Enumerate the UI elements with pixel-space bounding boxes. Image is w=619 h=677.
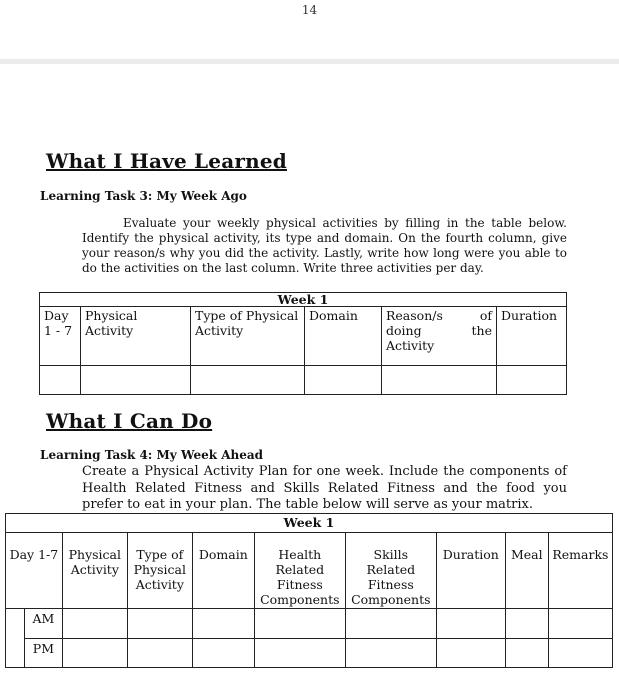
header-health-fitness: Health Related Fitness Components [254,533,345,609]
page-divider [0,59,619,64]
cell-empty[interactable] [127,639,192,668]
row-label-pm: PM [25,639,63,668]
header-domain: Domain [305,307,382,366]
header-duration: Duration [497,307,567,366]
cell-empty[interactable] [191,366,305,395]
header-remarks: Remarks [548,533,612,609]
cell-empty[interactable] [345,639,436,668]
cell-empty[interactable] [81,366,191,395]
cell-empty[interactable] [382,366,497,395]
task-3-instructions: Evaluate your weekly physical activities by filling in the table below. Identify the physical activity, its type and domain. On the fourth column, give your reason/s why you did the activity. Lastly, write how long were you able to do the activities on the last column. Write three activities per day. [82,216,567,275]
cell-empty[interactable] [254,639,345,668]
cell-empty[interactable] [62,609,127,639]
cell-empty[interactable] [192,609,254,639]
row-label-am: AM [25,609,63,639]
header-duration: Duration [436,533,505,609]
cell-empty[interactable] [548,609,612,639]
header-domain: Domain [192,533,254,609]
cell-empty[interactable] [127,609,192,639]
task-4-instructions: Create a Physical Activity Plan for one week. Include the components of Health Related Fitness and Skills Related Fitness and the food you prefer to eat in your plan. The table below will serve as your matrix. [82,464,567,512]
cell-empty[interactable] [254,609,345,639]
section-title-what-i-have-learned: What I Have Learned [46,149,287,173]
header-physical-activity: Physical Activity [81,307,191,366]
week-ago-table [39,292,567,395]
cell-empty[interactable] [192,639,254,668]
header-type: Type of Physical Activity [127,533,192,609]
header-day: Day 1 - 7 [40,307,81,366]
cell-empty[interactable] [548,639,612,668]
header-meal: Meal [505,533,548,609]
page-number: 14 [301,3,318,17]
header-day: Day 1-7 [6,533,63,609]
cell-empty[interactable] [305,366,382,395]
cell-empty[interactable] [40,366,81,395]
cell-empty[interactable] [505,609,548,639]
day-spacer [6,609,25,639]
header-type: Type of Physical Activity [191,307,305,366]
cell-empty[interactable] [497,366,567,395]
header-skills-fitness: Skills Related Fitness Components [345,533,436,609]
week-header: Week 1 [40,293,567,307]
header-physical-activity: Physical Activity [62,533,127,609]
cell-empty[interactable] [505,639,548,668]
header-reason: Reason/s of doing the Activity [382,307,497,366]
day-spacer [6,639,25,668]
section-title-what-i-can-do: What I Can Do [46,409,213,433]
cell-empty[interactable] [345,609,436,639]
task-title-4: Learning Task 4: My Week Ahead [40,448,264,462]
week-ahead-table [5,513,613,668]
cell-empty[interactable] [436,609,505,639]
task-title-3: Learning Task 3: My Week Ago [40,189,247,203]
cell-empty[interactable] [62,639,127,668]
cell-empty[interactable] [436,639,505,668]
week-header: Week 1 [6,514,613,533]
